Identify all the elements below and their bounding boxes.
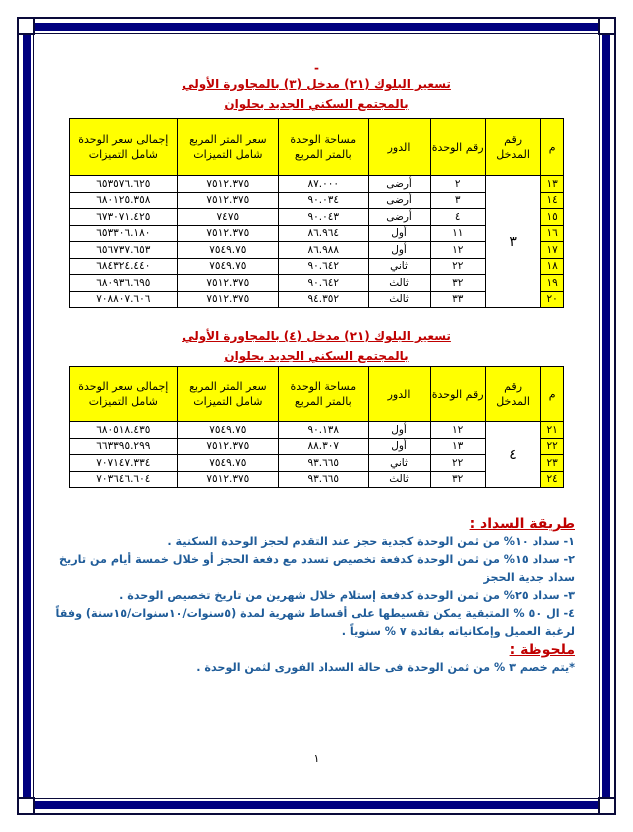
payment-item: ٤- ال ٥٠ % المتبقية يمكن تقسيطها على أقساط شهرية لمدة (٥سنوات/١٠سنوات/١٥سنة) وفقاً لرغبة العميل وإمكانياته بفائدة ٧ % سنوياً . (55, 607, 575, 638)
column-header: رقم المدخل (485, 367, 540, 422)
cell-price_m2: ٧٥١٢.٣٧٥ (177, 291, 278, 308)
cell-total: ٦٥٣٣٠٦.١٨٠ (70, 225, 178, 242)
cell-area: ٨٨.٣٠٧ (279, 438, 368, 455)
cell-floor: أرضى (368, 209, 430, 226)
column-header: إجمالى سعر الوحدة شامل التميزات (70, 367, 178, 422)
cell-floor: ثاني (368, 455, 430, 472)
cell-floor: ثالث (368, 275, 430, 292)
cell-total: ٦٨٠٩٣٦.٦٩٥ (70, 275, 178, 292)
column-header: رقم الوحدة (430, 119, 485, 176)
cell-total: ٧٠٣٦٤٦.٦٠٤ (70, 471, 178, 488)
cell-unit: ١٣ (430, 438, 485, 455)
cell-area: ٨٦.٩٨٨ (279, 242, 368, 259)
row-index: ٢٢ (541, 438, 564, 455)
cell-area: ٩٣.٦٦٥ (279, 471, 368, 488)
cell-unit: ٤ (430, 209, 485, 226)
cell-floor: أول (368, 225, 430, 242)
cell-unit: ٣ (430, 192, 485, 209)
column-header: الدور (368, 367, 430, 422)
row-index: ٢٤ (541, 471, 564, 488)
entrance-number: ٤ (485, 422, 540, 488)
cell-price_m2: ٧٥١٢.٣٧٥ (177, 471, 278, 488)
cell-price_m2: ٧٥١٢.٣٧٥ (177, 275, 278, 292)
cell-area: ٩٠.٦٤٢ (279, 275, 368, 292)
dash-mark: - (314, 61, 319, 75)
border-corner (17, 797, 35, 815)
row-index: ١٣ (541, 176, 564, 193)
note-text: *يتم خصم ٣ % من ثمن الوحدة فى حالة السداد الفورى لثمن الوحدة . (196, 661, 575, 674)
column-header: مساحة الوحدة بالمتر المربع (279, 367, 368, 422)
section1-title: تسعير البلوك (٢١) مدخل (٣) بالمجاورة الأولي (182, 77, 451, 91)
cell-price_m2: ٧٤٧٥ (177, 209, 278, 226)
cell-price_m2: ٧٥١٢.٣٧٥ (177, 192, 278, 209)
cell-unit: ١٢ (430, 242, 485, 259)
border-corner (598, 797, 616, 815)
cell-area: ٩٠.٠٣٤ (279, 192, 368, 209)
column-header: رقم الوحدة (430, 367, 485, 422)
document-body (40, 0, 593, 488)
row-index: ١٦ (541, 225, 564, 242)
cell-price_m2: ٧٥٤٩.٧٥ (177, 242, 278, 259)
payment-item: ٢- سداد ١٥% من ثمن الوحدة كدفعة تخصيص تسدد مع دفعة الحجز أو خلال خمسة أيام من تاريخ سداد جدية الحجز (58, 553, 575, 584)
cell-floor: أول (368, 422, 430, 439)
column-header: م (541, 367, 564, 422)
column-header: م (541, 119, 564, 176)
entrance-number: ٣ (485, 176, 540, 308)
pricing-table-entrance-4 (69, 366, 564, 488)
cell-floor: ثالث (368, 471, 430, 488)
cell-total: ٧٠٧١٤٧.٣٣٤ (70, 455, 178, 472)
cell-unit: ٣٢ (430, 471, 485, 488)
section1-subtitle: بالمجتمع السكني الجديد بحلوان (224, 97, 409, 111)
row-index: ١٩ (541, 275, 564, 292)
row-index: ١٥ (541, 209, 564, 226)
row-index: ١٤ (541, 192, 564, 209)
cell-area: ٩٤.٣٥٢ (279, 291, 368, 308)
cell-area: ٩٠.٦٤٢ (279, 258, 368, 275)
cell-price_m2: ٧٥١٢.٣٧٥ (177, 225, 278, 242)
cell-price_m2: ٧٥٤٩.٧٥ (177, 422, 278, 439)
column-header: إجمالى سعر الوحدة شامل التميزات (70, 119, 178, 176)
cell-price_m2: ٧٥١٢.٣٧٥ (177, 438, 278, 455)
cell-area: ٨٦.٩٦٤ (279, 225, 368, 242)
cell-total: ٦٥٦٧٣٧.٦٥٣ (70, 242, 178, 259)
cell-area: ٨٧.٠٠٠ (279, 176, 368, 193)
cell-floor: أول (368, 242, 430, 259)
column-header: رقم المدخل (485, 119, 540, 176)
pricing-table-entrance-3 (69, 118, 564, 308)
section2-subtitle: بالمجتمع السكني الجديد بحلوان (224, 349, 409, 363)
column-header: سعر المتر المربع شامل التميزات (177, 119, 278, 176)
cell-unit: ٢٢ (430, 455, 485, 472)
cell-price_m2: ٧٥٤٩.٧٥ (177, 455, 278, 472)
cell-floor: ثاني (368, 258, 430, 275)
cell-total: ٦٨٠١٢٥.٣٥٨ (70, 192, 178, 209)
cell-total: ٦٦٣٣٩٥.٢٩٩ (70, 438, 178, 455)
cell-total: ٦٨٤٣٢٤.٤٤٠ (70, 258, 178, 275)
payment-item: ٣- سداد ٢٥% من ثمن الوحدة كدفعة إستلام خلال شهرين من تاريخ تخصيص الوحدة . (119, 589, 575, 602)
cell-unit: ٣٣ (430, 291, 485, 308)
cell-floor: أرضى (368, 176, 430, 193)
cell-total: ٧٠٨٨٠٧.٦٠٦ (70, 291, 178, 308)
row-index: ٢٣ (541, 455, 564, 472)
cell-floor: أول (368, 438, 430, 455)
column-header: مساحة الوحدة بالمتر المربع (279, 119, 368, 176)
table-row (70, 176, 564, 193)
cell-price_m2: ٧٥٤٩.٧٥ (177, 258, 278, 275)
cell-unit: ١٢ (430, 422, 485, 439)
cell-area: ٩٠.١٣٨ (279, 422, 368, 439)
cell-total: ٦٨٠٥١٨.٤٣٥ (70, 422, 178, 439)
header-row (70, 367, 564, 422)
column-header: الدور (368, 119, 430, 176)
cell-floor: ثالث (368, 291, 430, 308)
row-index: ١٨ (541, 258, 564, 275)
note-heading: ملحوظة : (509, 642, 575, 658)
border-corner (598, 17, 616, 35)
row-index: ١٧ (541, 242, 564, 259)
payment-item: ١- سداد ١٠% من ثمن الوحدة كجدية حجز عند التقدم لحجز الوحدة السكنية . (167, 535, 575, 548)
cell-floor: أرضى (368, 192, 430, 209)
table-row (70, 422, 564, 439)
cell-total: ٦٧٣٠٧١.٤٢٥ (70, 209, 178, 226)
payment-section (45, 515, 575, 677)
cell-price_m2: ٧٥١٢.٣٧٥ (177, 176, 278, 193)
row-index: ٢٠ (541, 291, 564, 308)
row-index: ٢١ (541, 422, 564, 439)
cell-unit: ٣٢ (430, 275, 485, 292)
cell-area: ٩٠.٠٤٣ (279, 209, 368, 226)
cell-total: ٦٥٣٥٧٦.٦٢٥ (70, 176, 178, 193)
page-number: ١ (313, 752, 320, 765)
cell-unit: ٢٢ (430, 258, 485, 275)
border-corner (17, 17, 35, 35)
header-row (70, 119, 564, 176)
cell-unit: ١١ (430, 225, 485, 242)
section2-title: تسعير البلوك (٢١) مدخل (٤) بالمجاورة الأولي (182, 329, 451, 343)
column-header: سعر المتر المربع شامل التميزات (177, 367, 278, 422)
cell-unit: ٢ (430, 176, 485, 193)
payment-heading: طريقة السداد : (469, 516, 575, 532)
cell-area: ٩٣.٦٦٥ (279, 455, 368, 472)
